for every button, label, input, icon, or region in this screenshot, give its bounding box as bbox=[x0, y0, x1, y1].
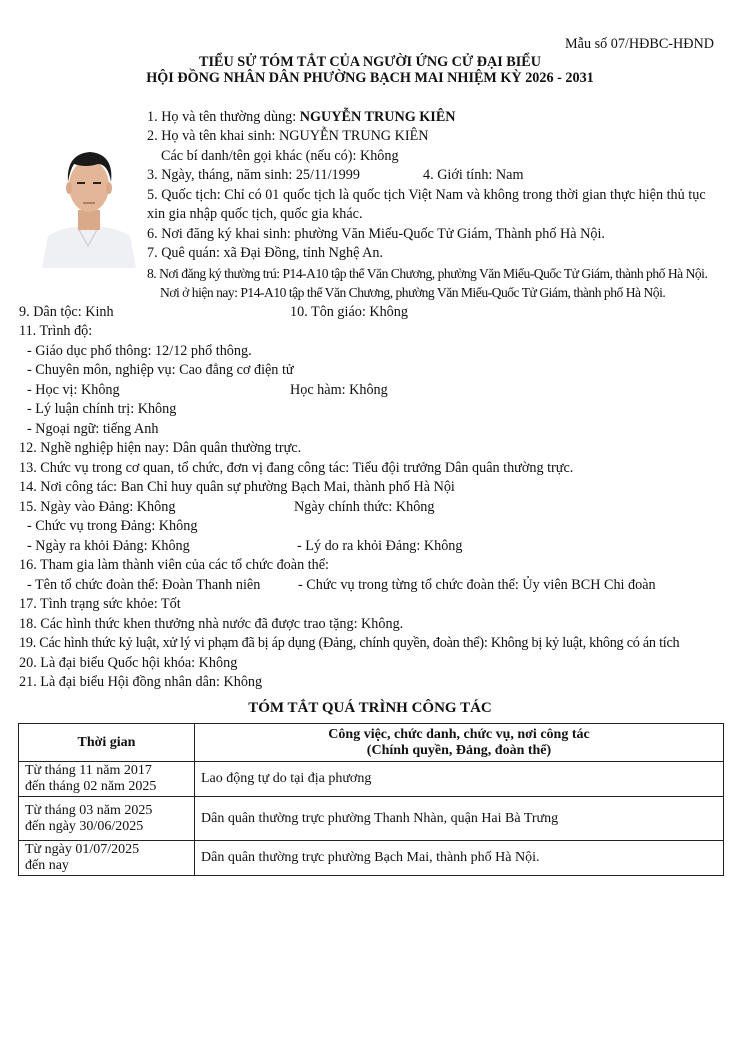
field-aliases: Các bí danh/tên gọi khác (nếu có): Không bbox=[161, 148, 399, 164]
row-time bbox=[19, 797, 195, 841]
field-occupation: 12. Nghề nghiệp hiện nay: Dân quân thường trực. bbox=[19, 440, 302, 456]
row-time-from: Từ tháng 03 năm 2025 bbox=[25, 802, 153, 818]
field-religion: 10. Tôn giáo: Không bbox=[290, 304, 408, 320]
row-time-from: Từ ngày 01/07/2025 bbox=[25, 842, 140, 857]
field-awards: 18. Các hình thức khen thưởng nhà nước đã được trao tặng: Không. bbox=[19, 616, 404, 632]
row-work: Dân quân thường trực phường Thanh Nhàn, quận Hai Bà Trưng bbox=[195, 797, 724, 841]
field-organization-name: - Tên tổ chức đoàn thể: Đoàn Thanh niên bbox=[27, 577, 261, 593]
field-political-theory: - Lý luận chính trị: Không bbox=[27, 401, 177, 417]
document-title-line2: HỘI ĐỒNG NHÂN DÂN PHƯỜNG BẠCH MAI NHIỆM KỲ 2026 - 2031 bbox=[146, 70, 594, 86]
field-birth-date: 3. Ngày, tháng, năm sinh: 25/11/1999 bbox=[147, 167, 360, 183]
field-gender: 4. Giới tính: Nam bbox=[423, 167, 524, 183]
field-organizations: 16. Tham gia làm thành viên của các tổ chức đoàn thể: bbox=[19, 557, 329, 573]
field-birth-registration: 6. Nơi đăng ký khai sinh: phường Văn Miếu-Quốc Tử Giám, Thành phố Hà Nội. bbox=[147, 226, 605, 242]
form-number: Mẫu số 07/HĐBC-HĐND bbox=[565, 36, 714, 52]
field-national-assembly: 20. Là đại biểu Quốc hội khóa: Không bbox=[19, 655, 238, 671]
field-birth-name: 2. Họ và tên khai sinh: NGUYỄN TRUNG KIÊN bbox=[147, 128, 429, 144]
field-party-position: - Chức vụ trong Đảng: Không bbox=[27, 518, 198, 534]
field-academic-title: Học hàm: Không bbox=[290, 382, 388, 398]
field-general-education: - Giáo dục phổ thông: 12/12 phổ thông. bbox=[27, 343, 252, 359]
field-nationality: 5. Quốc tịch: Chỉ có 01 quốc tịch là quốc tịch Việt Nam và không trong thời gian thực hiện thủ tục bbox=[147, 187, 706, 203]
field-common-name-value: NGUYỄN TRUNG KIÊN bbox=[299, 109, 456, 125]
field-common-name-label: 1. Họ và tên thường dùng: bbox=[147, 109, 300, 125]
field-party-official-date: Ngày chính thức: Không bbox=[294, 499, 435, 515]
table-row bbox=[19, 841, 724, 876]
table-header-row bbox=[19, 724, 724, 762]
table-row bbox=[19, 762, 724, 797]
row-work: Dân quân thường trực phường Bạch Mai, thành phố Hà Nội. bbox=[195, 841, 724, 876]
field-peoples-council: 21. Là đại biểu Hội đồng nhân dân: Không bbox=[19, 674, 263, 690]
portrait-photo bbox=[38, 124, 139, 268]
field-current-residence: Nơi ở hiện nay: P14-A10 tập thể Văn Chương, phường Văn Miếu-Quốc Tử Giám, thành phố Hà Nội. bbox=[160, 285, 666, 300]
field-ethnicity: 9. Dân tộc: Kinh bbox=[19, 304, 114, 320]
field-position: 13. Chức vụ trong cơ quan, tổ chức, đơn vị đang công tác: Tiểu đội trưởng Dân quân thường trực. bbox=[19, 460, 574, 476]
header-work bbox=[195, 724, 724, 762]
field-foreign-language: - Ngoại ngữ: tiếng Anh bbox=[27, 421, 159, 437]
field-degree: - Học vị: Không bbox=[27, 382, 120, 398]
row-work: Lao động tự do tại địa phương bbox=[195, 762, 724, 797]
field-party-leave-date: - Ngày ra khỏi Đảng: Không bbox=[27, 538, 190, 554]
document-title-line1: TIỂU SỬ TÓM TẮT CỦA NGƯỜI ỨNG CỬ ĐẠI BIỂU bbox=[199, 54, 541, 70]
field-common-name bbox=[147, 109, 456, 126]
person-portrait-icon bbox=[38, 124, 139, 268]
field-party-leave-reason: - Lý do ra khỏi Đảng: Không bbox=[297, 538, 463, 554]
row-time-to: đến ngày 30/06/2025 bbox=[25, 818, 144, 834]
header-work-line1: Công việc, chức danh, chức vụ, nơi công tác bbox=[328, 726, 590, 742]
table-row bbox=[19, 797, 724, 841]
row-time-to: đến nay bbox=[25, 858, 69, 873]
field-party-join-date: 15. Ngày vào Đảng: Không bbox=[19, 499, 176, 515]
row-time bbox=[19, 841, 195, 876]
field-organization-position: - Chức vụ trong từng tổ chức đoàn thể: Ủy viên BCH Chi đoàn bbox=[298, 577, 656, 593]
field-permanent-residence: 8. Nơi đăng ký thường trú: P14-A10 tập thể Văn Chương, phường Văn Miếu-Quốc Tử Giám, thành phố Hà Nội. bbox=[147, 266, 708, 281]
field-hometown: 7. Quê quán: xã Đại Đồng, tỉnh Nghệ An. bbox=[147, 245, 384, 261]
header-work-line2: (Chính quyền, Đảng, đoàn thể) bbox=[366, 742, 552, 758]
row-time-from: Từ tháng 11 năm 2017 bbox=[25, 763, 152, 778]
work-history-table bbox=[18, 723, 724, 876]
header-time: Thời gian bbox=[19, 724, 195, 762]
section-title-work-history: TÓM TẮT QUÁ TRÌNH CÔNG TÁC bbox=[248, 700, 492, 716]
field-discipline: 19. Các hình thức kỷ luật, xử lý vi phạm đã bị áp dụng (Đảng, chính quyền, đoàn thể): Không bị kỷ luật, không có án tích bbox=[19, 635, 680, 651]
field-profession: - Chuyên môn, nghiệp vụ: Cao đẳng cơ điện tử bbox=[27, 362, 294, 378]
field-nationality-cont: xin gia nhập quốc tịch, quốc gia khác. bbox=[147, 206, 363, 222]
field-health: 17. Tình trạng sức khỏe: Tốt bbox=[19, 596, 181, 612]
field-education-heading: 11. Trình độ: bbox=[19, 323, 93, 339]
field-workplace: 14. Nơi công tác: Ban Chỉ huy quân sự phường Bạch Mai, thành phố Hà Nội bbox=[19, 479, 455, 495]
row-time-to: đến tháng 02 năm 2025 bbox=[25, 779, 157, 794]
row-time bbox=[19, 762, 195, 797]
